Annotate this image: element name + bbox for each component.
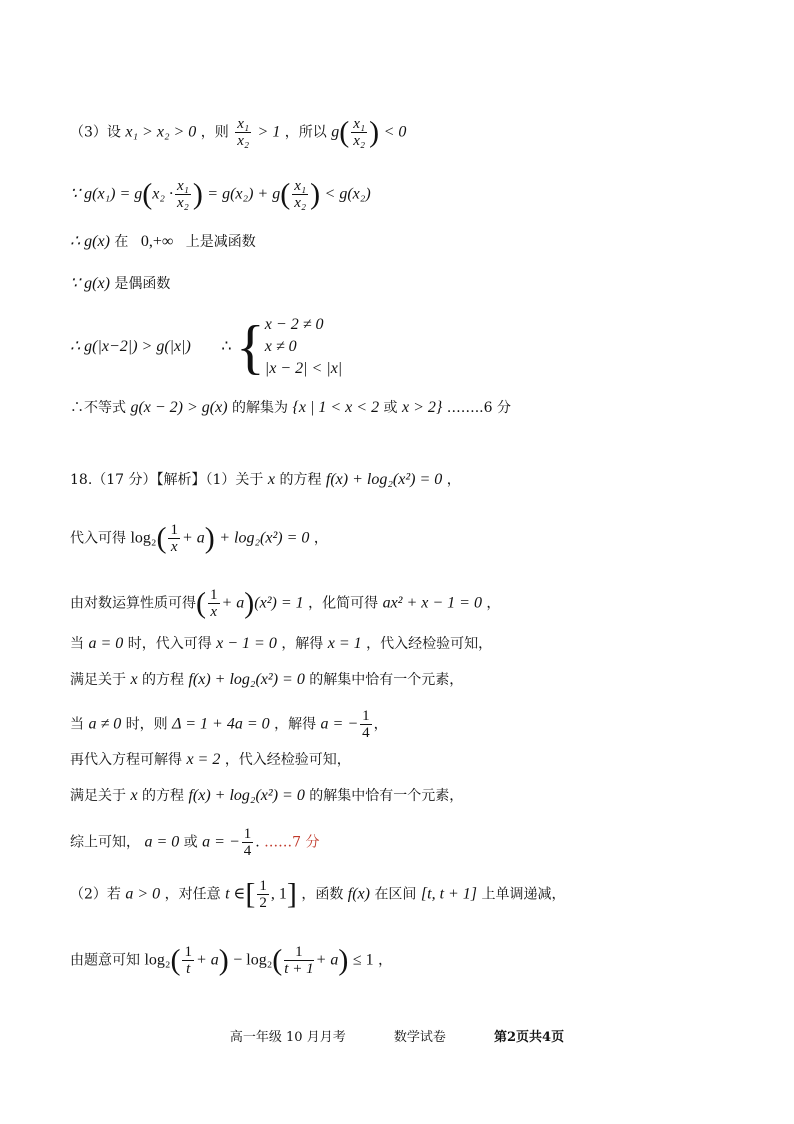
math: x bbox=[130, 787, 138, 804]
math: + a bbox=[181, 529, 205, 547]
math: x bbox=[130, 671, 138, 688]
denominator: 2 bbox=[259, 895, 267, 911]
q18-line3 bbox=[70, 587, 500, 620]
fraction bbox=[182, 944, 194, 977]
paren: ) bbox=[192, 177, 203, 211]
fraction bbox=[175, 178, 191, 211]
math: a = − bbox=[320, 715, 359, 733]
numerator: 1 bbox=[284, 944, 313, 961]
q18-line10 bbox=[70, 878, 565, 911]
text: 的解集为 bbox=[232, 400, 289, 416]
fraction bbox=[360, 708, 372, 741]
text: ，化简可得 bbox=[308, 595, 379, 612]
math: + log₂(x²) = 0 bbox=[219, 529, 310, 547]
text: 的解集中恰有一个元素， bbox=[309, 672, 464, 688]
denominator: 4 bbox=[243, 843, 252, 859]
fraction bbox=[351, 116, 367, 149]
math: ∴ g(x) bbox=[70, 233, 110, 250]
bracket: ] bbox=[286, 877, 297, 911]
math: f(x) + log₂(x²) = 0 bbox=[188, 671, 305, 688]
math: < 0 bbox=[383, 123, 407, 141]
numerator: 1 bbox=[362, 708, 370, 724]
math: x₂ · bbox=[152, 185, 173, 203]
math: f(x) + log₂(x²) = 0 bbox=[325, 471, 443, 488]
numerator: x₁ bbox=[176, 178, 189, 194]
denominator: x bbox=[210, 604, 218, 620]
text: 或 bbox=[183, 834, 198, 851]
paren: ( bbox=[280, 177, 291, 211]
fraction bbox=[168, 522, 180, 555]
text: ，解得 bbox=[281, 636, 324, 652]
math: + a bbox=[195, 951, 219, 969]
math: a > 0 bbox=[125, 885, 161, 903]
math: < g(x₂) bbox=[324, 185, 371, 203]
text: ，代入经检验可知， bbox=[366, 636, 493, 652]
math: ∵ g(x) bbox=[70, 275, 110, 292]
math: x bbox=[267, 471, 275, 488]
math: ax² + x − 1 = 0 bbox=[382, 594, 482, 612]
fraction bbox=[292, 178, 308, 211]
text: 在区间 bbox=[374, 886, 417, 903]
text: ， bbox=[486, 595, 501, 612]
text: 由对数运算性质可得 bbox=[70, 595, 196, 612]
paren: ) bbox=[204, 521, 215, 555]
math: a ≠ 0 bbox=[88, 715, 122, 733]
math: f(x) + log₂(x²) = 0 bbox=[188, 787, 305, 804]
text: ，则 bbox=[200, 124, 229, 141]
denominator: x₂ bbox=[353, 133, 366, 149]
math: x − 1 = 0 bbox=[216, 635, 277, 652]
part3-line6 bbox=[70, 398, 511, 418]
part3-line4 bbox=[70, 274, 170, 294]
text: 当 bbox=[70, 636, 84, 652]
fraction bbox=[208, 587, 220, 620]
math: ∴ g(|x−2|) > g(|x|) bbox=[70, 338, 191, 355]
text: 满足关于 bbox=[70, 672, 126, 688]
text: 再代入方程可解得 bbox=[70, 752, 182, 768]
math: + a bbox=[315, 951, 339, 969]
text: 或 bbox=[383, 400, 398, 416]
denominator: x₂ bbox=[294, 195, 307, 211]
fraction bbox=[284, 944, 313, 977]
paren: ( bbox=[142, 177, 153, 211]
text: ，解得 bbox=[274, 716, 317, 733]
system-row: x ≠ 0 bbox=[264, 338, 297, 355]
paren: ( bbox=[196, 586, 206, 620]
text: 的方程 bbox=[142, 672, 185, 688]
math: x = 2 bbox=[186, 751, 221, 768]
math: a = 0 bbox=[88, 635, 124, 652]
math: g bbox=[331, 123, 340, 141]
paren: ( bbox=[339, 115, 350, 149]
math: ∴ bbox=[221, 338, 232, 355]
text: 当 bbox=[70, 716, 84, 733]
q18-line1 bbox=[70, 470, 461, 490]
numerator: 1 bbox=[170, 522, 178, 538]
math: {x | 1 < x < 2 bbox=[292, 399, 380, 416]
math: ≤ 1 bbox=[352, 951, 374, 969]
fraction bbox=[242, 826, 254, 859]
q18-line2 bbox=[70, 522, 328, 555]
math: > 1 bbox=[257, 123, 281, 141]
inequality-system bbox=[265, 314, 342, 380]
paren: ) bbox=[369, 115, 380, 149]
math: log₂ bbox=[130, 529, 157, 547]
math: x = 1 bbox=[327, 635, 362, 652]
text: 是偶函数 bbox=[114, 276, 171, 292]
score-note: ……7 分 bbox=[264, 834, 320, 851]
text: （2）若 bbox=[70, 886, 121, 903]
numerator: 1 bbox=[243, 826, 252, 842]
system-row: x − 2 ≠ 0 bbox=[264, 316, 324, 333]
bracket: [ bbox=[245, 877, 256, 911]
denominator: x₂ bbox=[237, 133, 250, 149]
math: Δ = 1 + 4a = 0 bbox=[172, 715, 270, 733]
part3-line1 bbox=[70, 116, 406, 149]
text: 满足关于 bbox=[70, 788, 126, 804]
math: [t, t + 1] bbox=[420, 885, 478, 903]
q18-line9 bbox=[70, 826, 320, 859]
paren: ) bbox=[244, 586, 255, 620]
math: = g(x₂) + g bbox=[207, 185, 281, 203]
math: ∵ g(x₁) = g bbox=[70, 185, 143, 203]
text: ， bbox=[446, 472, 461, 488]
paren: ( bbox=[156, 521, 167, 555]
text: 由题意可知 bbox=[70, 952, 140, 969]
math: a = 0 bbox=[144, 833, 180, 851]
text: 的解集中恰有一个元素， bbox=[309, 788, 464, 804]
part3-line3 bbox=[70, 232, 256, 252]
q18-line6 bbox=[70, 708, 388, 741]
q18-line4 bbox=[70, 634, 492, 654]
text: ， bbox=[373, 716, 388, 733]
math: x₁ > x₂ > 0 bbox=[125, 123, 197, 141]
text: 上单调递减， bbox=[481, 886, 566, 903]
text: 18.（17 分）【解析】（1）关于 bbox=[70, 472, 264, 488]
text: 的方程 bbox=[279, 472, 322, 488]
text: . bbox=[255, 834, 260, 851]
text: 综上可知， bbox=[70, 834, 140, 851]
fraction bbox=[257, 878, 269, 911]
math: + a bbox=[221, 594, 245, 612]
math: log₂ bbox=[144, 951, 171, 969]
text: ，对任意 bbox=[164, 886, 221, 903]
q18-line5 bbox=[70, 670, 463, 690]
page-footer bbox=[0, 1026, 794, 1045]
math: (x²) = 1 bbox=[254, 594, 304, 612]
footer-grade: 高一年级 10 月月考 bbox=[229, 1030, 346, 1045]
text: 时，则 bbox=[125, 716, 168, 733]
text: （3）设 bbox=[70, 124, 121, 141]
math: g(x − 2) > g(x) bbox=[130, 399, 228, 416]
text: 代入可得 bbox=[70, 530, 126, 547]
math: f(x) bbox=[347, 885, 370, 903]
q18-line7 bbox=[70, 750, 351, 770]
denominator: t + 1 bbox=[284, 961, 314, 977]
text: 时，代入可得 bbox=[127, 636, 212, 652]
system-brace: { bbox=[235, 314, 265, 380]
paren: ) bbox=[310, 177, 321, 211]
numerator: 1 bbox=[210, 587, 218, 603]
text: 在 bbox=[114, 234, 129, 250]
math: a = − bbox=[202, 833, 240, 851]
text: ，函数 bbox=[301, 886, 344, 903]
denominator: 4 bbox=[362, 725, 370, 741]
numerator: x₁ bbox=[294, 178, 307, 194]
text: ，代入经检验可知， bbox=[224, 752, 351, 768]
numerator: 1 bbox=[259, 878, 267, 894]
denominator: t bbox=[186, 961, 191, 977]
denominator: x bbox=[170, 539, 178, 555]
score-note: ……..6 分 bbox=[446, 400, 511, 416]
q18-line11 bbox=[70, 944, 392, 977]
system-row: |x − 2| < |x| bbox=[264, 360, 343, 377]
fraction bbox=[235, 116, 251, 149]
numerator: 1 bbox=[184, 944, 192, 960]
numerator: x₁ bbox=[237, 116, 250, 132]
part3-line5 bbox=[70, 312, 342, 382]
numerator: x₁ bbox=[353, 116, 366, 132]
text: 上是减函数 bbox=[185, 234, 256, 250]
text: ∴不等式 bbox=[70, 400, 126, 416]
text: ，所以 bbox=[284, 124, 327, 141]
math: 0,+∞ bbox=[140, 233, 174, 250]
math: x > 2} bbox=[401, 399, 443, 416]
paren: ( bbox=[170, 943, 181, 977]
math: , 1 bbox=[270, 885, 287, 903]
denominator: x₂ bbox=[176, 195, 189, 211]
math: t ∈ bbox=[225, 885, 246, 903]
q18-line8 bbox=[70, 786, 463, 806]
text: 的方程 bbox=[142, 788, 185, 804]
page-number: 第2页共4页 bbox=[494, 1030, 565, 1045]
footer-subject: 数学试卷 bbox=[393, 1030, 446, 1045]
text: ， bbox=[378, 952, 393, 969]
math: − log₂ bbox=[233, 951, 273, 969]
paren: ) bbox=[218, 943, 229, 977]
text: ， bbox=[313, 530, 328, 547]
paren: ) bbox=[338, 943, 349, 977]
paren: ( bbox=[272, 943, 283, 977]
part3-line2 bbox=[70, 178, 371, 211]
